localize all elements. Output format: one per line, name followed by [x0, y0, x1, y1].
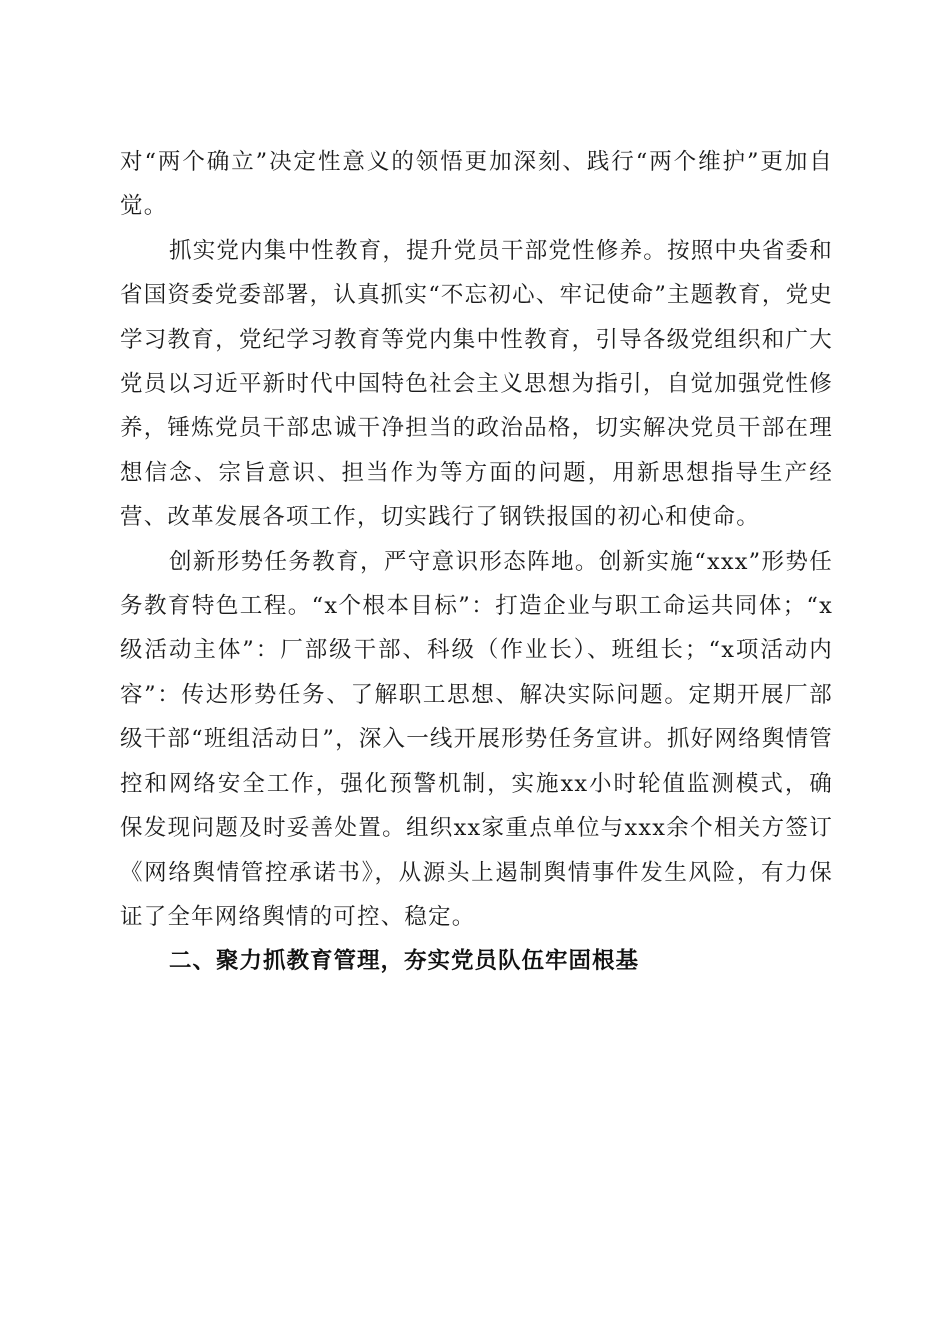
paragraph-continuation: 对“两个确立”决定性意义的领悟更加深刻、践行“两个维护”更加自觉。	[120, 149, 833, 220]
paragraph-party-education: 抓实党内集中性教育，提升党员干部党性修养。按照中央省委和省国资委党委部署，认真抓实“不忘初心、牢记使命”主题教育，党史学习教育，党纪学习教育等党内集中性教育，引导各级党组织和广大党员以习近平新时代中国特色社会主义思想为指引，自觉加强党性修养，锤炼党员干部忠诚干净担当的政治品格，切实解决党员干部在理想信念、宗旨意识、担当作为等方面的问题，用新思想指导生产经营、改革发展各项工作，切实践行了钢铁报国的初心和使命。	[120, 237, 833, 531]
document-body	[120, 140, 833, 984]
paragraph-situation-education: 创新形势任务教育，严守意识形态阵地。创新实施“xxx”形势任务教育特色工程。“x个根本目标”：打造企业与职工命运共同体；“x级活动主体”：厂部级干部、科级（作业长）、班组长；“x项活动内容”：传达形势任务、了解职工思想、解决实际问题。定期开展厂部级干部“班组活动日”，深入一线开展形势任务宣讲。抓好网络舆情管控和网络安全工作，强化预警机制，实施xx小时轮值监测模式，确保发现问题及时妥善处置。组织xx家重点单位与xxx余个相关方签订《网络舆情管控承诺书》，从源头上遏制舆情事件发生风险，有力保证了全年网络舆情的可控、稳定。	[120, 548, 833, 930]
section-heading: 二、聚力抓教育管理，夯实党员队伍牢固根基	[169, 948, 640, 975]
